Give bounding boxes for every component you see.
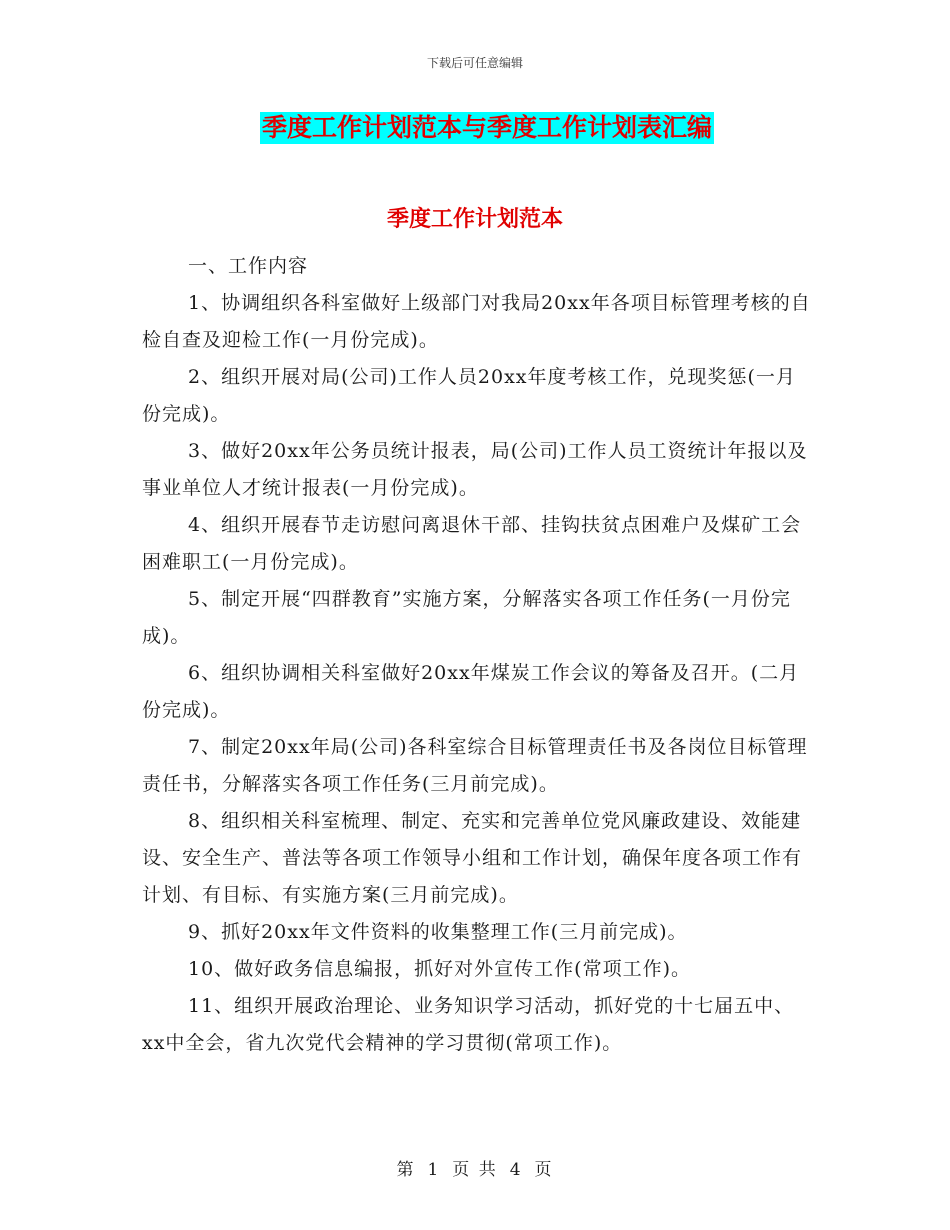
paragraph: 7、制定20xx年局(公司)各科室综合目标管理责任书及各岗位目标管理责任书，分解落实各项工作任务(三月前完成)。 xyxy=(142,736,808,795)
header-note: 下载后可任意编辑 xyxy=(426,56,523,70)
paragraph: 11、组织开展政治理论、业务知识学习活动，抓好党的十七届五中、xx中全会，省九次党代会精神的学习贯彻(常项工作)。 xyxy=(142,995,795,1054)
document-body xyxy=(142,248,812,1062)
page-label: 第 xyxy=(396,1160,416,1180)
page-mid: 页 共 xyxy=(452,1160,498,1180)
paragraph: 1、协调组织各科室做好上级部门对我局20xx年各项目标管理考核的自检自查及迎检工作(一月份完成)。 xyxy=(142,292,811,351)
paragraph: 5、制定开展“四群教育”实施方案，分解落实各项工作任务(一月份完成)。 xyxy=(142,588,791,647)
paragraph: 3、做好20xx年公务员统计报表，局(公司)工作人员工资统计年报以及事业单位人才统计报表(一月份完成)。 xyxy=(142,440,808,499)
paragraph: 9、抓好20xx年文件资料的收集整理工作(三月前完成)。 xyxy=(188,921,688,943)
paragraph: 8、组织相关科室梳理、制定、充实和完善单位党风廉政建设、效能建设、安全生产、普法等各项工作领导小组和工作计划，确保年度各项工作有计划、有目标、有实施方案(三月前完成)。 xyxy=(142,810,803,906)
paragraph: 4、组织开展春节走访慰问离退休干部、挂钩扶贫点困难户及煤矿工会困难职工(一月份完成)。 xyxy=(142,514,802,573)
document-title: 季度工作计划范本与季度工作计划表汇编 xyxy=(262,113,713,142)
paragraph: 10、做好政务信息编报，抓好对外宣传工作(常项工作)。 xyxy=(188,958,692,980)
section-title: 季度工作计划范本 xyxy=(386,207,563,232)
page-footer xyxy=(0,1155,950,1180)
page-total: 4 xyxy=(509,1160,523,1180)
paragraph: 6、组织协调相关科室做好20xx年煤炭工作会议的筹备及召开。(二月份完成)。 xyxy=(142,662,800,721)
paragraph: 一、工作内容 xyxy=(188,255,309,277)
page-end: 页 xyxy=(534,1160,554,1180)
page-current: 1 xyxy=(427,1160,441,1180)
paragraph: 2、组织开展对局(公司)工作人员20xx年度考核工作，兑现奖惩(一月份完成)。 xyxy=(142,366,796,425)
